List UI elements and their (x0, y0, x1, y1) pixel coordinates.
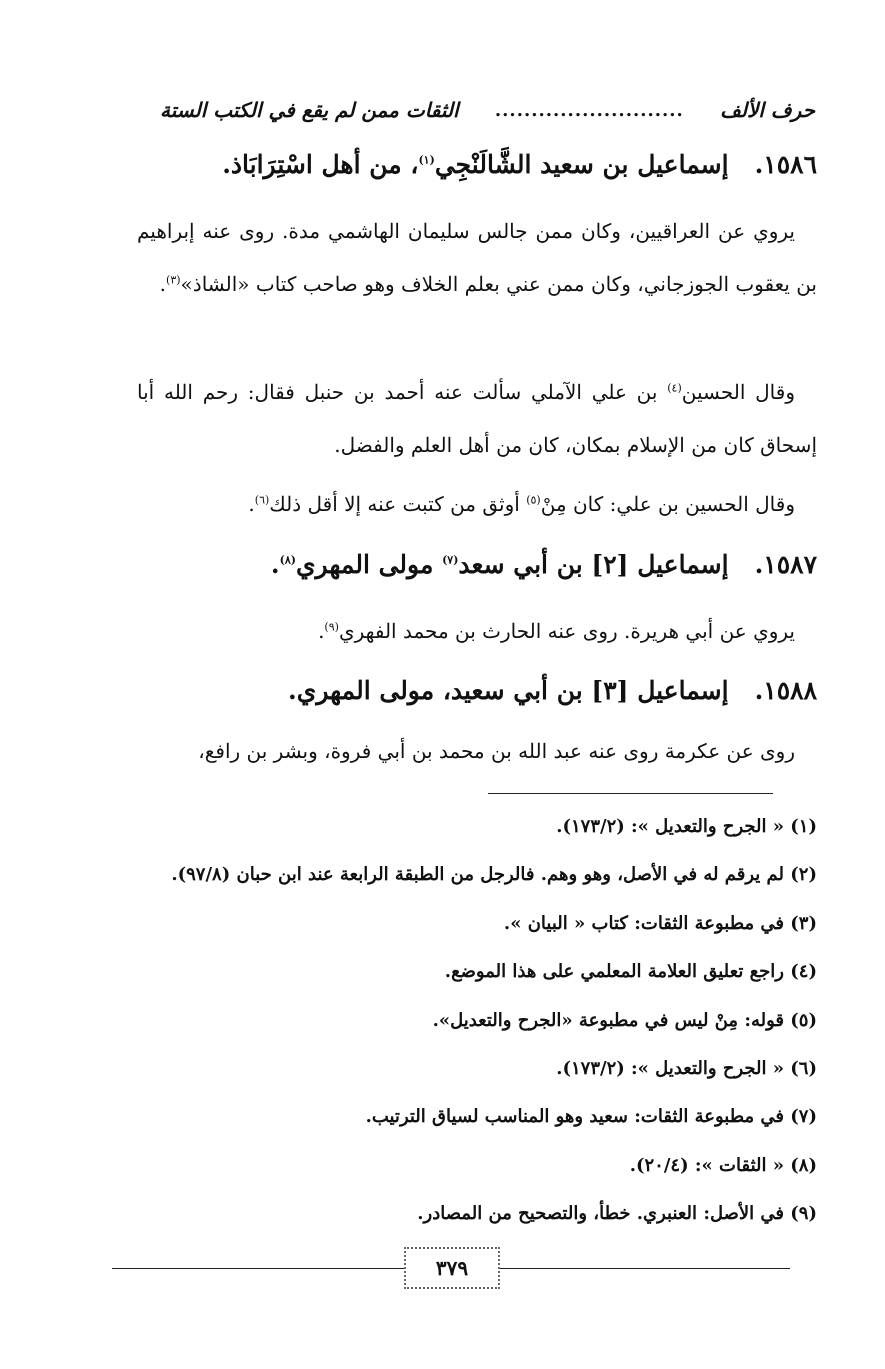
footnote-6: (٦) « الجرح والتعديل »: (١٧٣/٢). (556, 1057, 817, 1079)
running-head-book-title: الثقات ممن لم يقع في الكتب الستة (160, 98, 459, 122)
entry-number: ١٥٨٦. (754, 150, 817, 179)
footnote-ref: (٥) (526, 493, 541, 507)
paragraph-end: . (159, 272, 167, 296)
entry-heading-1588 (288, 676, 817, 705)
page-number: ٣٧٩ (404, 1247, 500, 1289)
entry-origin: ، من أهل اسْتِرَابَاذ. (222, 150, 419, 179)
footnote-separator (488, 793, 773, 794)
running-head-dots: .......................... (494, 99, 684, 121)
paragraph-1587-biography (137, 605, 817, 658)
paragraph-text: يروي عن أبي هريرة. روى عنه الحارث بن محمد الفهري (338, 619, 795, 643)
paragraph-text: بن علي الآملي سألت عنه أحمد بن حنبل فقال: رحم الله أبا إسحاق كان من الإسلام بمكان، كان من أهل العلم والفضل. (137, 380, 817, 457)
footnote-ref: (٣) (166, 273, 181, 287)
paragraph-text: أوثق من كتبت عنه إلا أقل ذلك (269, 492, 527, 516)
footnote-8: (٨) « الثقات »: (٢٠/٤). (629, 1154, 817, 1176)
paragraph-text: وقال الحسين (681, 380, 795, 404)
entry-name: إسماعيل بن سعيد الشَّالَنْجِي (434, 150, 729, 179)
paragraph-text: وقال الحسين بن علي: كان مِنْ (540, 492, 795, 516)
running-head (160, 92, 815, 128)
entry-name: إسماعيل [٢] بن أبي سعد (458, 550, 729, 579)
paragraph-text: يروي عن العراقيين، وكان ممن جالس سليمان الهاشمي مدة. روى عنه إبراهيم بن يعقوب الجوزجاني، وكان ممن عني بعلم الخلاف وهو صاحب كتاب «الشاذ» (137, 219, 817, 296)
footnote-ref: (٧) (442, 553, 459, 567)
entry-end: . (270, 550, 280, 579)
paragraph-end: . (318, 619, 325, 643)
footnote-3: (٣) في مطبوعة الثقات: كتاب « البيان ». (503, 912, 817, 934)
entry-heading-1587 (271, 550, 817, 579)
paragraph-1586-biography (137, 205, 817, 311)
footnotes-list (137, 803, 817, 1239)
footnote-ref: (٦) (254, 493, 270, 507)
footnote-4: (٤) راجع تعليق العلامة المعلمي على هذا الموضع. (444, 961, 817, 983)
paragraph-1586-al-husain-quote (137, 366, 817, 472)
footnote-9: (٩) في الأصل: العنبري. خطأ، والتصحيح من المصادر. (417, 1203, 817, 1225)
running-head-letter: حرف الألف (720, 98, 815, 122)
footnote-ref: (٩) (324, 620, 339, 634)
footnote-1: (١) « الجرح والتعديل »: (١٧٣/٢). (556, 816, 817, 837)
footnote-5: (٥) قوله: مِنْ ليس في مطبوعة «الجرح والتعديل». (432, 1009, 817, 1031)
footnote-ref: (١) (418, 153, 435, 167)
entry-heading-1586 (222, 150, 817, 179)
footnote-ref: (٨) (279, 553, 296, 567)
footnote-2: (٢) لم يرقم له في الأصل، وهو وهم. فالرجل من الطبقة الرابعة عند ابن حبان (٩٧/٨). (171, 864, 817, 886)
paragraph-end: . (248, 492, 255, 516)
entry-number: ١٥٨٧. (754, 550, 817, 579)
paragraph-1588-biography (137, 725, 817, 778)
entry-name: إسماعيل [٣] بن أبي سعيد، مولى المهري. (288, 676, 729, 705)
paragraph-text: روى عن عكرمة روى عنه عبد الله بن محمد بن أبي فروة، وبشر بن رافع، (198, 739, 795, 763)
paragraph-1586-second-quote (137, 478, 817, 531)
footnote-ref: (٤) (667, 381, 682, 395)
entry-origin: مولى المهري (295, 550, 443, 579)
footnote-7: (٧) في مطبوعة الثقات: سعيد وهو المناسب لسياق الترتيب. (365, 1106, 817, 1128)
entry-number: ١٥٨٨. (754, 676, 817, 705)
